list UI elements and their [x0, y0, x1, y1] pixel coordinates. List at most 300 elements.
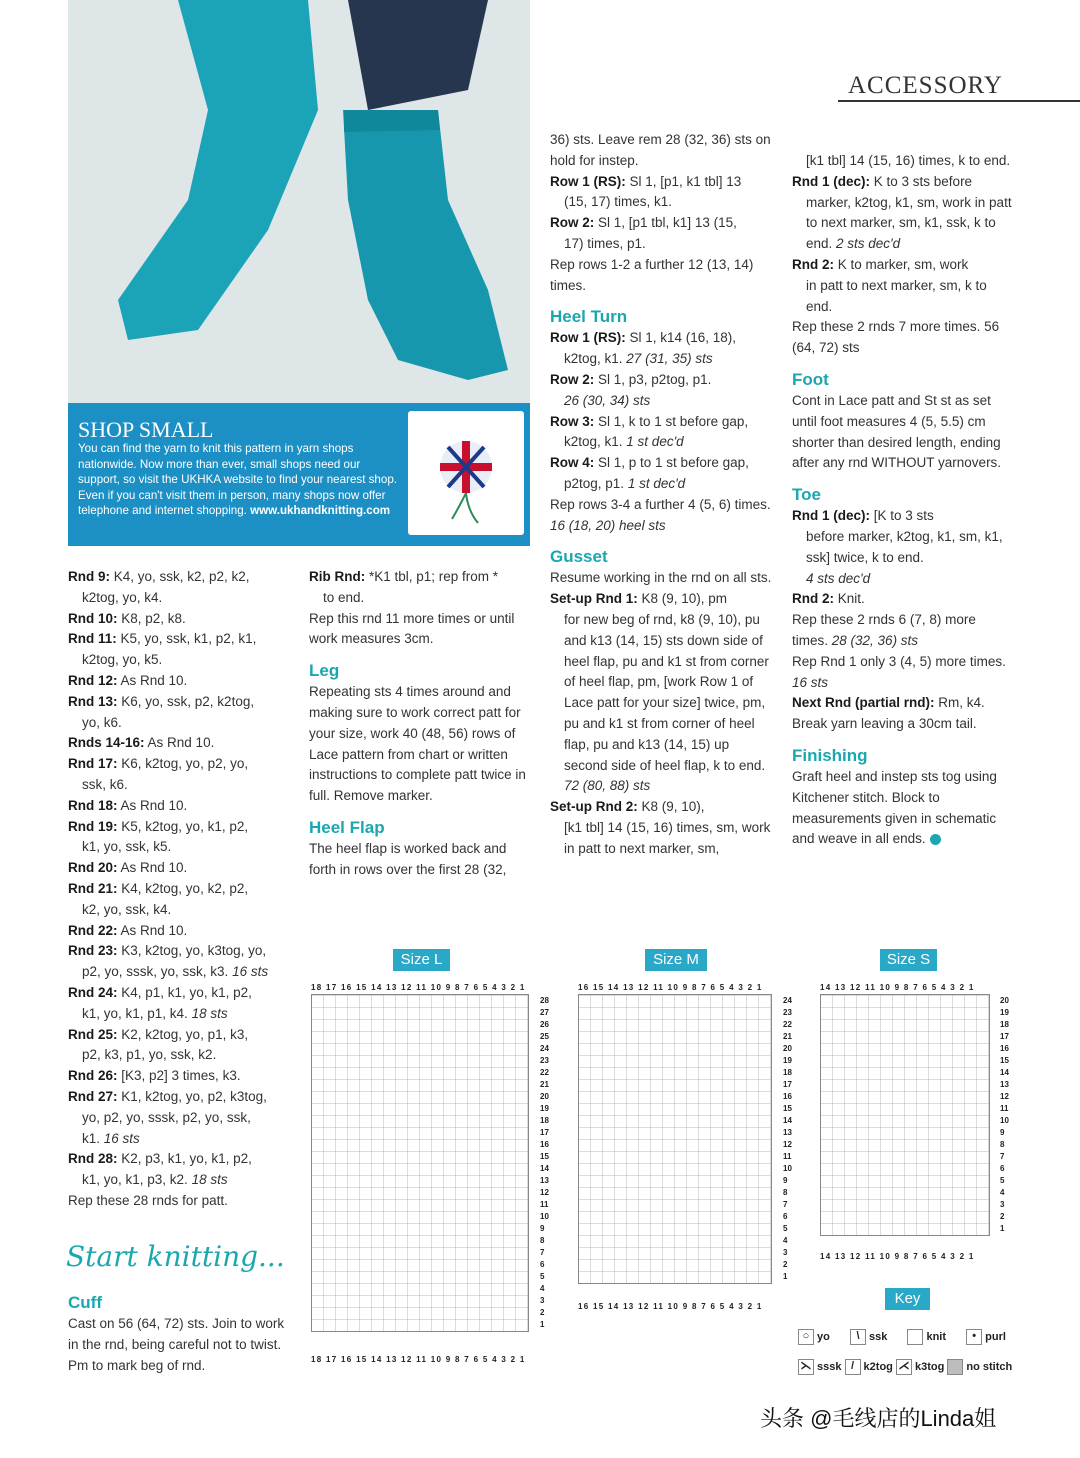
pattern-rnd: [68, 1191, 298, 1212]
pattern-rnd-text: K2, p3, k1, yo, k1, p2,: [117, 1151, 252, 1167]
key-row-2: [798, 1352, 1012, 1382]
size-m-chart-grid: [578, 994, 772, 1284]
shop-small-url[interactable]: www.ukhandknitting.com: [250, 504, 391, 517]
toe-rnd-1: [792, 506, 1014, 527]
pattern-rnd-text: K6, k2tog, yo, p2, yo,: [117, 756, 249, 772]
pattern-rnd-text: As Rnd 10.: [117, 860, 188, 876]
key-sssk: sssk: [817, 1361, 842, 1373]
row-number: 21: [540, 1080, 549, 1089]
next-rnd: [792, 693, 1014, 714]
pattern-rnd-cont-text: p2, k3, p1, yo, ssk, k2.: [82, 1047, 217, 1063]
foot-text: Cont in Lace patt and St st as set until foot measures 4 (5, 5.5) cm shorter than desired length, ending after any rnd WITHOUT yarnovers.: [792, 392, 1002, 471]
ukhk-logo: [408, 411, 524, 535]
row-number: 18: [540, 1116, 549, 1125]
row-number: 28: [540, 996, 549, 1005]
chart-key: [798, 1322, 1012, 1382]
pattern-rnd: [68, 983, 298, 1004]
shop-small-body: [78, 441, 398, 519]
ht-rep-count: 16 (18, 20) heel sts: [550, 517, 666, 533]
pattern-rnd-text: K4, p1, k1, yo, k1, p2,: [117, 984, 252, 1000]
dec-rnd-1-cont-text: marker, k2tog, k1, sm, work in patt to next marker, sm, k1, ssk, k to end.: [806, 194, 1012, 252]
row-number: 2: [1000, 1212, 1005, 1221]
row-number: 9: [540, 1224, 545, 1233]
ht-row-3-cont: [550, 432, 775, 453]
pattern-rnd-cont-text: k1.: [82, 1130, 101, 1146]
toe-rnd-1-text: [K to 3 sts: [870, 508, 934, 524]
pattern-rnd-cont-text: yo, k6.: [82, 714, 122, 730]
rib-rnd-text: *K1 tbl, p1; rep from *: [365, 569, 499, 584]
row-number: 19: [783, 1056, 792, 1065]
row-number: 17: [783, 1080, 792, 1089]
rib-rep: Rep this rnd 11 more times or until work measures 3cm.: [309, 610, 515, 647]
cuff-section: [68, 1292, 293, 1376]
row-number: 2: [783, 1260, 788, 1269]
flap-row-2: [550, 213, 775, 234]
ht-row-3-label: Row 3:: [550, 413, 595, 429]
pattern-rnd: [68, 1087, 298, 1108]
pattern-rnd: [68, 754, 298, 775]
row-number: 7: [783, 1200, 788, 1209]
key-k2tog: k2tog: [863, 1361, 893, 1373]
size-s-label: Size S: [880, 949, 937, 971]
row-number: 3: [1000, 1200, 1005, 1209]
dec-rep: Rep these 2 rnds 7 more times. 56 (64, 72) sts: [792, 319, 1000, 356]
row-number: 2: [540, 1308, 545, 1317]
pattern-rnd-cont: [68, 775, 298, 796]
row-number: 25: [540, 1032, 549, 1041]
pattern-rnd-cont-text: k1, yo, k1, p3, k2.: [82, 1172, 188, 1188]
toe-rep-2-count: 16 sts: [792, 674, 829, 690]
ht-row-4-cont-text: p2tog, p1.: [564, 475, 625, 491]
pattern-rnd: [68, 567, 298, 588]
toe-heading: Toe: [792, 485, 821, 505]
pattern-rnd: [68, 1066, 298, 1087]
toe-rnd-1-count-text: 4 sts dec'd: [806, 570, 871, 586]
ht-row-3-text: Sl 1, k to 1 st before gap,: [594, 413, 749, 429]
ukhk-logo-icon: [408, 411, 524, 535]
pattern-rnd-cont-text: k1, yo, ssk, k5.: [82, 839, 172, 855]
row-number: 1: [783, 1272, 788, 1281]
pattern-rnd-cont: [68, 1129, 298, 1150]
toe-rep-count: 28 (32, 36) sts: [828, 632, 919, 648]
dec-rnd-2: [792, 255, 1014, 276]
row-number: 7: [1000, 1152, 1005, 1161]
pattern-rnd-label: Rnd 9:: [68, 569, 110, 584]
pattern-rnd: [68, 609, 298, 630]
row-number: 15: [1000, 1056, 1009, 1065]
pattern-rnd-text: As Rnd 10.: [117, 922, 188, 938]
setup-rnd-1-text: K8 (9, 10), pm: [637, 591, 728, 607]
pattern-rnd: [68, 1149, 298, 1170]
finishing-text: [792, 767, 1014, 850]
pattern-rnd-text: As Rnd 10.: [144, 735, 215, 751]
setup-rnd-2-text: K8 (9, 10),: [637, 799, 705, 815]
dec-rnd-2-cont: in patt to next marker, sm, k to end.: [806, 277, 987, 314]
row-number: 14: [540, 1164, 549, 1173]
key-k3tog: k3tog: [914, 1361, 945, 1373]
size-s-col-numbers-bottom: 14 13 12 11 10 9 8 7 6 5 4 3 2 1: [820, 1252, 975, 1261]
setup-rnd-1-cont-text: for new beg of rnd, k8 (9, 10), pu and k13 (14, 15) sts down side of heel flap, pu and k1 st from corner of heel flap, pm, [work Row 1 of Lace patt for your size] twice, pm, pu and k1 st from corner of heel flap, pu and k13 (14, 15) up second side of heel flap, k to end.: [564, 611, 769, 773]
size-s-col-numbers-top: 14 13 12 11 10 9 8 7 6 5 4 3 2 1: [820, 983, 975, 992]
gusset-text: Resume working in the rnd on all sts.: [550, 570, 772, 586]
pattern-rnd: [68, 921, 298, 942]
column-2: [309, 567, 534, 881]
sock-photo: [68, 0, 530, 403]
row-number: 11: [783, 1152, 792, 1161]
pattern-rnd-text: K8, p2, k8.: [117, 610, 186, 626]
pattern-rnd-text: K3, k2tog, yo, k3tog, yo,: [117, 943, 267, 959]
sssk-icon: ⋋: [798, 1359, 814, 1375]
row-number: 13: [1000, 1080, 1009, 1089]
ht-row-1-cont: [550, 349, 775, 370]
ht-row-1: [550, 328, 775, 349]
row-number: 1: [540, 1320, 545, 1329]
row-number: 18: [783, 1068, 792, 1077]
row-number: 5: [1000, 1176, 1005, 1185]
pattern-rnd: [68, 796, 298, 817]
row-number: 5: [783, 1224, 788, 1233]
ht-row-1-text: Sl 1, k14 (16, 18),: [625, 330, 737, 346]
size-l-label: Size L: [393, 949, 450, 971]
setup-rnd-2-label: Set-up Rnd 2:: [550, 799, 638, 815]
row-number: 23: [540, 1056, 549, 1065]
pattern-rnd-label: Rnds 14-16:: [68, 735, 145, 751]
pattern-rnd-label: Rnd 21:: [68, 880, 118, 896]
next-rnd-text: Rm, k4.: [934, 695, 985, 711]
no-stitch-icon: [947, 1359, 963, 1375]
pattern-rnd-text: [K3, p2] 3 times, k3.: [117, 1068, 241, 1084]
row-number: 13: [540, 1176, 549, 1185]
pattern-rnd-label: Rnd 17:: [68, 756, 118, 772]
size-l-chart-grid: [311, 994, 529, 1332]
stitch-count: 18 sts: [187, 1172, 228, 1188]
row-number: 17: [1000, 1032, 1009, 1041]
dec-rnd-1-count: 2 sts dec'd: [832, 236, 901, 252]
flap-row-1-label: Row 1 (RS):: [550, 173, 626, 189]
pattern-rnd-label: Rnd 27:: [68, 1088, 118, 1104]
row-number: 16: [540, 1140, 549, 1149]
column-1: [68, 567, 298, 1212]
pattern-rnd-cont: [68, 650, 298, 671]
size-l-row-numbers: [540, 995, 554, 1331]
shop-small-text: You can find the yarn to knit this pattern in yarn shops nationwide. Now more than ever, small shops need our support, so visit the UKHKA website to find your nearest shop. Even if you can't visit them in person, many shops now offer telephone and internet shopping.: [78, 442, 397, 517]
shop-small-title: SHOP SMALL: [78, 417, 214, 442]
row-number: 8: [540, 1236, 545, 1245]
pattern-rnd: [68, 671, 298, 692]
row-number: 20: [540, 1092, 549, 1101]
end-dot-icon: [930, 834, 941, 845]
row-number: 27: [540, 1008, 549, 1017]
ht-row-2: [550, 370, 775, 391]
row-number: 6: [540, 1260, 545, 1269]
stitch-count: 18 sts: [187, 1005, 228, 1021]
row-number: 12: [1000, 1092, 1009, 1101]
pattern-rnd: [68, 941, 298, 962]
watermark: 头条 @毛线店的Linda姐: [760, 1406, 997, 1431]
heel-flap-heading: Heel Flap: [309, 817, 385, 837]
row-number: 11: [1000, 1104, 1009, 1113]
key-no-stitch: no stitch: [966, 1361, 1013, 1373]
flap-row-2-text: Sl 1, [p1 tbl, k1] 13 (15,: [594, 215, 737, 231]
setup-rnd-2: [550, 797, 775, 818]
ht-row-2-label: Row 2:: [550, 371, 595, 387]
row-number: 19: [1000, 1008, 1009, 1017]
pattern-rnd-cont-text: k2tog, yo, k5.: [82, 652, 163, 668]
pattern-rnd-label: Rnd 28:: [68, 1151, 118, 1167]
pattern-rnd-label: Rnd 11:: [68, 631, 117, 647]
toe-rnd-2: [792, 589, 1014, 610]
row-number: 1: [1000, 1224, 1005, 1233]
size-m-label: Size M: [645, 949, 707, 971]
key-purl: purl: [985, 1331, 1006, 1343]
finishing-heading: Finishing: [792, 745, 868, 765]
heel-flap-text: The heel flap is worked back and forth in rows over the first 28 (32,: [309, 840, 507, 877]
row-number: 26: [540, 1020, 549, 1029]
row-number: 7: [540, 1248, 545, 1257]
header-rule: [838, 100, 1080, 102]
row-number: 14: [1000, 1068, 1009, 1077]
dec-rnd-2-label: Rnd 2:: [792, 256, 834, 272]
rib-rnd-label: Rib Rnd:: [309, 569, 366, 584]
pattern-rnd-text: K1, k2tog, yo, p2, k3tog,: [117, 1088, 267, 1104]
heel-turn-heading: Heel Turn: [550, 307, 628, 327]
size-m-col-numbers-bottom: 16 15 14 13 12 11 10 9 8 7 6 5 4 3 2 1: [578, 1302, 763, 1311]
pattern-rnd-cont: [68, 900, 298, 921]
ht-rep: [550, 495, 775, 537]
ht-row-4: [550, 453, 775, 474]
row-number: 21: [783, 1032, 792, 1041]
key-row-1: [798, 1322, 1012, 1352]
toe-rep-2: [792, 652, 1014, 694]
pattern-rnd-cont-text: yo, p2, yo, sssk, p2, yo, ssk,: [82, 1109, 251, 1125]
row-number: 8: [783, 1188, 788, 1197]
row-number: 6: [783, 1212, 788, 1221]
ht-row-2-text: Sl 1, p3, p2tog, p1.: [594, 371, 712, 387]
flap-row-2-cont: 17) times, p1.: [564, 235, 646, 251]
pattern-rnd-text: As Rnd 10.: [117, 672, 188, 688]
row-number: 15: [783, 1104, 792, 1113]
setup-rnd-2-end: [k1 tbl] 14 (15, 16) times, k to end.: [806, 153, 1011, 168]
dec-rnd-1-label: Rnd 1 (dec):: [792, 173, 871, 189]
rib-rnd: [309, 567, 534, 588]
ssk-icon: \: [850, 1329, 866, 1345]
row-number: 10: [783, 1164, 792, 1173]
row-number: 16: [783, 1092, 792, 1101]
toe-rnd-1-cont: before marker, k2tog, k1, sm, k1, ssk] twice, k to end.: [806, 528, 1003, 565]
ht-row-3-count: 1 st dec'd: [622, 434, 684, 450]
flap-rep: Rep rows 1-2 a further 12 (13, 14) times.: [550, 256, 754, 293]
pattern-rnd: [68, 879, 298, 900]
dec-rnd-1: [792, 172, 1014, 193]
toe-rep: [792, 610, 1014, 652]
section-label: ACCESSORY: [848, 72, 1003, 99]
key-label: Key: [885, 1288, 930, 1310]
knit-icon: [907, 1329, 923, 1345]
pattern-rnd-cont: [68, 1170, 298, 1191]
pattern-rnd-label: Rnd 25:: [68, 1026, 118, 1042]
pattern-rnd-cont-text: k1, yo, k1, p1, k4.: [82, 1005, 188, 1021]
pattern-rnd-cont: [68, 837, 298, 858]
row-number: 12: [540, 1188, 549, 1197]
cuff-heading: Cuff: [68, 1293, 102, 1312]
pattern-rnd-label: Rnd 19:: [68, 818, 118, 834]
pattern-rnd: [68, 692, 298, 713]
key-knit: knit: [926, 1331, 947, 1343]
foot-heading: Foot: [792, 369, 829, 389]
pattern-rnd-label: Rnd 10:: [68, 610, 118, 626]
leg-text: Repeating sts 4 times around and making sure to work correct patt for your size, work 40 (48, 56) rows of Lace pattern from chart or written instructions to complete patt twice in full. Remove marker.: [309, 684, 526, 804]
pattern-rnd: [68, 733, 298, 754]
toe-rnd-1-label: Rnd 1 (dec):: [792, 508, 871, 524]
row-number: 19: [540, 1104, 549, 1113]
shop-small-box: [68, 403, 530, 546]
row-number: 24: [783, 996, 792, 1005]
ht-row-2-count: 26 (30, 34) sts: [564, 392, 651, 408]
ht-rep-text: Rep rows 3-4 a further 4 (5, 6) times.: [550, 496, 771, 512]
ht-row-4-cont: [550, 474, 775, 495]
pattern-rnd: [68, 817, 298, 838]
pattern-rnd-text: K6, yo, ssk, p2, k2tog,: [117, 693, 255, 709]
dec-rnd-2-text: K to marker, sm, work: [834, 256, 969, 272]
row-number: 12: [783, 1140, 792, 1149]
row-number: 16: [1000, 1044, 1009, 1053]
pattern-rnd: [68, 1025, 298, 1046]
pattern-rnd-label: Rnd 20:: [68, 860, 118, 876]
purl-icon: •: [966, 1329, 982, 1345]
row-number: 13: [783, 1128, 792, 1137]
setup-rnd-1-cont: [550, 610, 775, 797]
toe-rep-text: Rep these 2 rnds 6 (7, 8) more times.: [792, 612, 976, 648]
break-yarn: Break yarn leaving a 30cm tail.: [792, 716, 977, 732]
pattern-rnd-label: Rnd 13:: [68, 693, 118, 709]
flap-row-1: [550, 172, 775, 193]
row-number: 9: [783, 1176, 788, 1185]
pattern-rnd-cont: [68, 588, 298, 609]
ht-row-1-cont-text: k2tog, k1.: [564, 351, 623, 367]
pattern-rnd-cont: [68, 1045, 298, 1066]
pattern-rnd-cont-text: k2, yo, ssk, k4.: [82, 901, 172, 917]
pattern-rnd-cont: [68, 962, 298, 983]
pattern-rnd-text: Rep these 28 rnds for patt.: [68, 1192, 228, 1208]
next-rnd-label: Next Rnd (partial rnd):: [792, 695, 935, 711]
row-number: 20: [783, 1044, 792, 1053]
pattern-rnd-cont: [68, 1108, 298, 1129]
dec-rnd-1-text: K to 3 sts before: [870, 173, 973, 189]
pattern-rnd-text: K4, yo, ssk, k2, p2, k2,: [110, 569, 250, 584]
size-m-row-numbers: [783, 995, 797, 1283]
flap-row-2-label: Row 2:: [550, 215, 595, 231]
k2tog-icon: /: [845, 1359, 861, 1375]
row-number: 10: [540, 1212, 549, 1221]
pattern-rnd-label: Rnd 24:: [68, 984, 118, 1000]
size-l-col-numbers-bottom: 18 17 16 15 14 13 12 11 10 9 8 7 6 5 4 3 2 1: [311, 1355, 526, 1364]
row-number: 22: [540, 1068, 549, 1077]
setup-rnd-1-count: 72 (80, 88) sts: [564, 778, 651, 794]
toe-rep-2-text: Rep Rnd 1 only 3 (4, 5) more times.: [792, 653, 1006, 669]
row-number: 11: [540, 1200, 549, 1209]
size-s-row-numbers: [1000, 995, 1014, 1235]
row-number: 9: [1000, 1128, 1005, 1137]
row-number: 15: [540, 1152, 549, 1161]
size-m-col-numbers-top: 16 15 14 13 12 11 10 9 8 7 6 5 4 3 2 1: [578, 983, 763, 992]
pattern-rnd-label: Rnd 12:: [68, 672, 118, 688]
ht-row-4-count: 1 st dec'd: [624, 475, 686, 491]
row-number: 17: [540, 1128, 549, 1137]
pattern-rnd-label: Rnd 23:: [68, 943, 118, 959]
row-number: 20: [1000, 996, 1009, 1005]
pattern-rnd-cont-text: p2, yo, sssk, yo, ssk, k3.: [82, 964, 229, 980]
ht-row-1-label: Row 1 (RS):: [550, 330, 626, 346]
row-number: 10: [1000, 1116, 1009, 1125]
pattern-rnd: [68, 858, 298, 879]
ht-row-3-cont-text: k2tog, k1.: [564, 434, 623, 450]
yo-icon: ○: [798, 1329, 814, 1345]
row-number: 4: [540, 1284, 545, 1293]
stitch-count: 16 sts: [100, 1130, 140, 1146]
pattern-rnd-label: Rnd 22:: [68, 922, 118, 938]
column-4: [792, 151, 1014, 850]
finishing-text-body: Graft heel and instep sts tog using Kitchener stitch. Block to measurements given in schematic and weave in all ends.: [792, 768, 997, 847]
row-number: 5: [540, 1272, 545, 1281]
row-number: 3: [540, 1296, 545, 1305]
pattern-rnd-cont-text: k2tog, yo, k4.: [82, 589, 163, 605]
leg-heading: Leg: [309, 661, 340, 681]
setup-rnd-1: [550, 589, 775, 610]
row-number: 24: [540, 1044, 549, 1053]
size-s-chart-grid: [820, 994, 990, 1236]
row-number: 4: [1000, 1188, 1005, 1197]
heel-flap-cont: 36) sts. Leave rem 28 (32, 36) sts on hold for instep.: [550, 132, 771, 168]
start-knitting-heading: Start knitting...: [66, 1240, 285, 1273]
row-number: 3: [783, 1248, 788, 1257]
pattern-rnd-text: K4, k2tog, yo, k2, p2,: [117, 880, 249, 896]
pattern-rnd-cont-text: ssk, k6.: [82, 776, 128, 792]
row-number: 8: [1000, 1140, 1005, 1149]
pattern-rnd-label: Rnd 26:: [68, 1068, 118, 1084]
pattern-rnd-cont: [68, 713, 298, 734]
setup-rnd-1-label: Set-up Rnd 1:: [550, 591, 638, 607]
key-yo: yo: [817, 1331, 830, 1343]
flap-row-1-cont: (15, 17) times, k1.: [564, 194, 673, 210]
stitch-count: 16 sts: [228, 964, 269, 980]
gusset-heading: Gusset: [550, 547, 608, 567]
ht-row-3: [550, 412, 775, 433]
pattern-rnd-text: As Rnd 10.: [117, 797, 188, 813]
pattern-rnd-text: K2, k2tog, yo, p1, k3,: [117, 1026, 249, 1042]
toe-rnd-1-count: [792, 569, 1014, 590]
ht-row-4-text: Sl 1, p to 1 st before gap,: [594, 455, 749, 471]
size-l-col-numbers-top: 18 17 16 15 14 13 12 11 10 9 8 7 6 5 4 3 2 1: [311, 983, 526, 992]
k3tog-icon: ⋌: [896, 1359, 912, 1375]
ht-row-2-cont: [550, 391, 775, 412]
toe-rnd-2-label: Rnd 2:: [792, 591, 834, 607]
row-number: 4: [783, 1236, 788, 1245]
row-number: 18: [1000, 1020, 1009, 1029]
sock-illustration: [68, 0, 530, 403]
row-number: 22: [783, 1020, 792, 1029]
toe-rnd-2-text: Knit.: [834, 591, 865, 607]
ht-row-4-label: Row 4:: [550, 455, 595, 471]
column-3: [550, 130, 775, 860]
flap-row-1-text: Sl 1, [p1, k1 tbl] 13: [625, 173, 742, 189]
row-number: 6: [1000, 1164, 1005, 1173]
pattern-rnd-cont: [68, 1004, 298, 1025]
setup-rnd-2-cont: [k1 tbl] 14 (15, 16) times, sm, work in patt to next marker, sm,: [564, 819, 771, 856]
ht-row-1-count: 27 (31, 35) sts: [622, 351, 713, 367]
pattern-rnd: [68, 629, 298, 650]
row-number: 23: [783, 1008, 792, 1017]
dec-rnd-1-cont: [792, 193, 1014, 255]
